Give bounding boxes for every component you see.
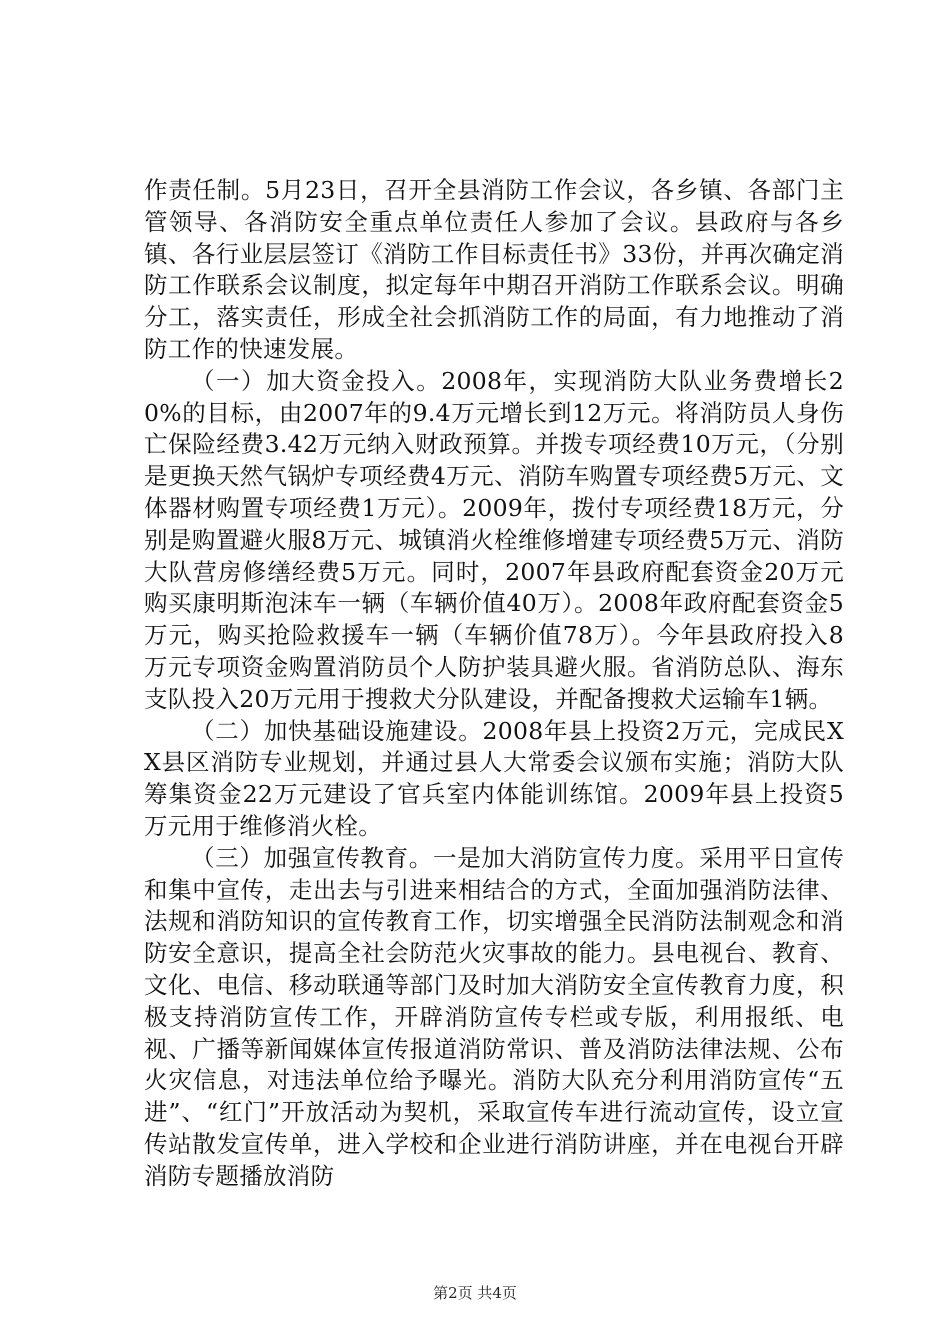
paragraph-funding: （一）加大资金投入。2008年，实现消防大队业务费增长20%的目标，由2007年的9.4万元增长到12万元。将消防员人身伤亡保险经费3.42万元纳入财政预算。并拨专项经费10万元，（分别是更换天然气锅炉专项经费4万元、消防车购置专项经费5万元、文体器材购置专项经费1万元）。2009年，拨付专项经费18万元，分别是购置避火服8万元、城镇消火栓维修增建专项经费5万元、消防大队营房修缮经费5万元。同时，2007年县政府配套资金20万元购买康明斯泡沫车一辆（车辆价值40万）。2008年政府配套资金5万元，购买抢险救援车一辆（车辆价值78万）。今年县政府投入8万元专项资金购置消防员个人防护装具避火服。省消防总队、海东支队投入20万元用于搜救犬分队建设，并配备搜救犬运输车1辆。 <box>144 366 844 713</box>
document-body <box>144 175 844 1193</box>
paragraph-publicity: （三）加强宣传教育。一是加大消防宣传力度。采用平日宣传和集中宣传，走出去与引进来相结合的方式，全面加强消防法律、法规和消防知识的宣传教育工作，切实增强全民消防法制观念和消防安全意识，提高全社会防范火灾事故的能力。县电视台、教育、文化、电信、移动联通等部门及时加大消防安全宣传教育力度，积极支持消防宣传工作，开辟消防宣传专栏或专版，利用报纸、电视、广播等新闻媒体宣传报道消防常识、普及消防法律法规、公布火灾信息，对违法单位给予曝光。消防大队充分利用消防宣传“五进”、“红门”开放活动为契机，采取宣传车进行流动宣传，设立宣传站散发宣传单，进入学校和企业进行消防讲座，并在电视台开辟消防专题播放消防 <box>144 843 844 1190</box>
paragraph-responsibility: 作责任制。5月23日，召开全县消防工作会议，各乡镇、各部门主管领导、各消防安全重点单位责任人参加了会议。县政府与各乡镇、各行业层层签订《消防工作目标责任书》33份，并再次确定消防工作联系会议制度，拟定每年中期召开消防工作联系会议。明确分工，落实责任，形成全社会抓消防工作的局面，有力地推动了消防工作的快速发展。 <box>144 176 844 363</box>
paragraph-infrastructure: （二）加快基础设施建设。2008年县上投资2万元，完成民XX县区消防专业规划，并通过县人大常委会议颁布实施；消防大队筹集资金22万元建设了官兵室内体能训练馆。2009年县上投资5万元用于维修消火栓。 <box>144 716 844 840</box>
page-footer: 第2页 共4页 <box>433 1284 517 1302</box>
